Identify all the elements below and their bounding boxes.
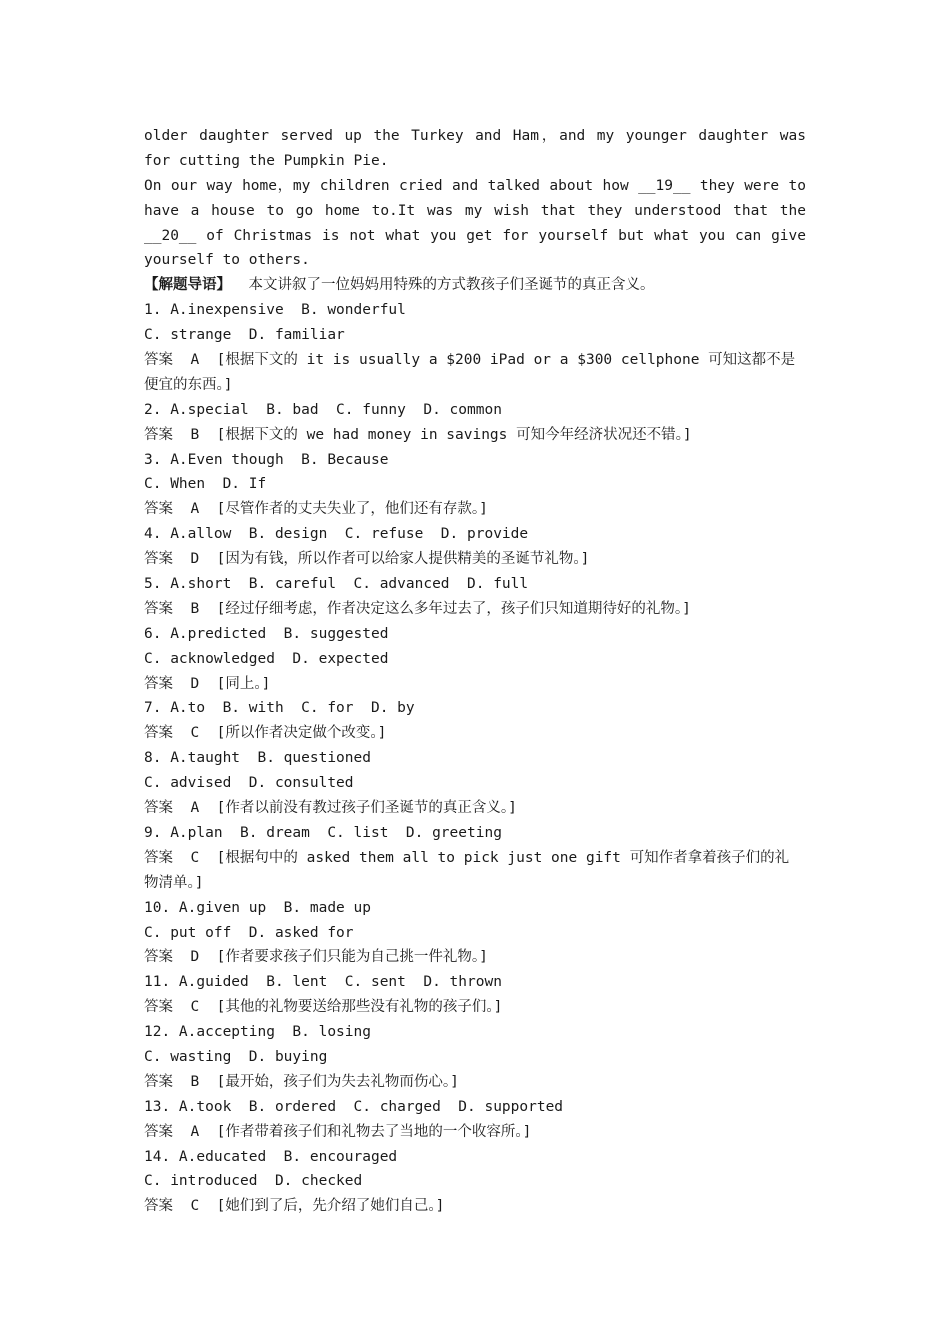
guide-tag: 【解题导语】 bbox=[144, 277, 231, 294]
answer-explanation: 便宜的东西。] bbox=[144, 376, 233, 393]
question-options: 3. A.Even though B. Because bbox=[144, 451, 389, 468]
answer-explanation: 答案 A [尽管作者的丈夫失业了，他们还有存款。] bbox=[144, 501, 488, 518]
passage-line: have a house to go home to.It was my wish that they understood that the bbox=[144, 202, 806, 219]
passage-line: yourself to others. bbox=[144, 252, 310, 269]
question-options: 10. A.given up B. made up bbox=[144, 899, 371, 916]
question-options: 14. A.educated B. encouraged bbox=[144, 1148, 398, 1165]
question-options: 9. A.plan B. dream C. list D. greeting bbox=[144, 824, 502, 841]
question-options: C. put off D. asked for bbox=[144, 924, 354, 941]
passage-line: older daughter served up the Turkey and Ham，and my younger daughter was bbox=[144, 128, 806, 144]
document-body bbox=[144, 124, 806, 1219]
answer-explanation: 答案 B [经过仔细考虑，作者决定这么多年过去了，孩子们只知道期待好的礼物。] bbox=[144, 600, 691, 617]
question-options: C. introduced D. checked bbox=[144, 1173, 363, 1190]
passage-line: for cutting the Pumpkin Pie. bbox=[144, 152, 389, 169]
answer-explanation: 答案 A [作者以前没有教过孩子们圣诞节的真正含义。] bbox=[144, 800, 517, 817]
answer-explanation: 答案 A [作者带着孩子们和礼物去了当地的一个收容所。] bbox=[144, 1123, 532, 1140]
answer-explanation: 答案 D [同上。] bbox=[144, 675, 271, 692]
question-options: 8. A.taught B. questioned bbox=[144, 750, 371, 767]
passage-line: On our way home，my children cried and talked about how __19__ they were to bbox=[144, 177, 806, 194]
question-options: 7. A.to B. with C. for D. by bbox=[144, 700, 415, 717]
answer-explanation: 答案 C [根据句中的 asked them all to pick just one gift 可知作者拿着孩子们的礼 bbox=[144, 849, 790, 866]
answer-explanation: 答案 D [作者要求孩子们只能为自己挑一件礼物。] bbox=[144, 949, 488, 966]
question-options: 2. A.special B. bad C. funny D. common bbox=[144, 401, 502, 418]
question-options: 13. A.took B. ordered C. charged D. supported bbox=[144, 1098, 564, 1115]
passage-line: __20__ of Christmas is not what you get for yourself but what you can give bbox=[144, 227, 806, 244]
question-options: 5. A.short B. careful C. advanced D. full bbox=[144, 576, 529, 593]
answer-explanation: 答案 D [因为有钱，所以作者可以给家人提供精美的圣诞节礼物。] bbox=[144, 551, 590, 568]
answer-explanation: 答案 B [最开始，孩子们为失去礼物而伤心。] bbox=[144, 1073, 459, 1090]
question-options: C. wasting D. buying bbox=[144, 1048, 328, 1065]
answer-explanation: 答案 C [其他的礼物要送给那些没有礼物的孩子们。] bbox=[144, 999, 503, 1016]
guide-text: 本文讲叙了一位妈妈用特殊的方式教孩子们圣诞节的真正含义。 bbox=[231, 277, 655, 294]
answer-explanation: 答案 C [所以作者决定做个改变。] bbox=[144, 725, 387, 742]
question-options: C. acknowledged D. expected bbox=[144, 650, 389, 667]
question-options: 1. A.inexpensive B. wonderful bbox=[144, 302, 406, 319]
question-options: C. strange D. familiar bbox=[144, 327, 345, 344]
guide-line bbox=[144, 273, 806, 298]
question-options: C. advised D. consulted bbox=[144, 775, 354, 792]
question-options: 11. A.guided B. lent C. sent D. thrown bbox=[144, 974, 502, 991]
question-options: 4. A.allow B. design C. refuse D. provide bbox=[144, 526, 529, 543]
answer-explanation: 物清单。] bbox=[144, 874, 204, 891]
answer-explanation: 答案 A [根据下文的 it is usually a $200 iPad or a $300 cellphone 可知这都不是 bbox=[144, 352, 796, 369]
question-options: 6. A.predicted B. suggested bbox=[144, 625, 389, 642]
answer-explanation: 答案 B [根据下文的 we had money in savings 可知今年经济状况还不错。] bbox=[144, 426, 692, 443]
answer-explanation: 答案 C [她们到了后，先介绍了她们自己。] bbox=[144, 1198, 445, 1215]
question-options: 12. A.accepting B. losing bbox=[144, 1024, 371, 1041]
question-options: C. When D. If bbox=[144, 476, 267, 493]
